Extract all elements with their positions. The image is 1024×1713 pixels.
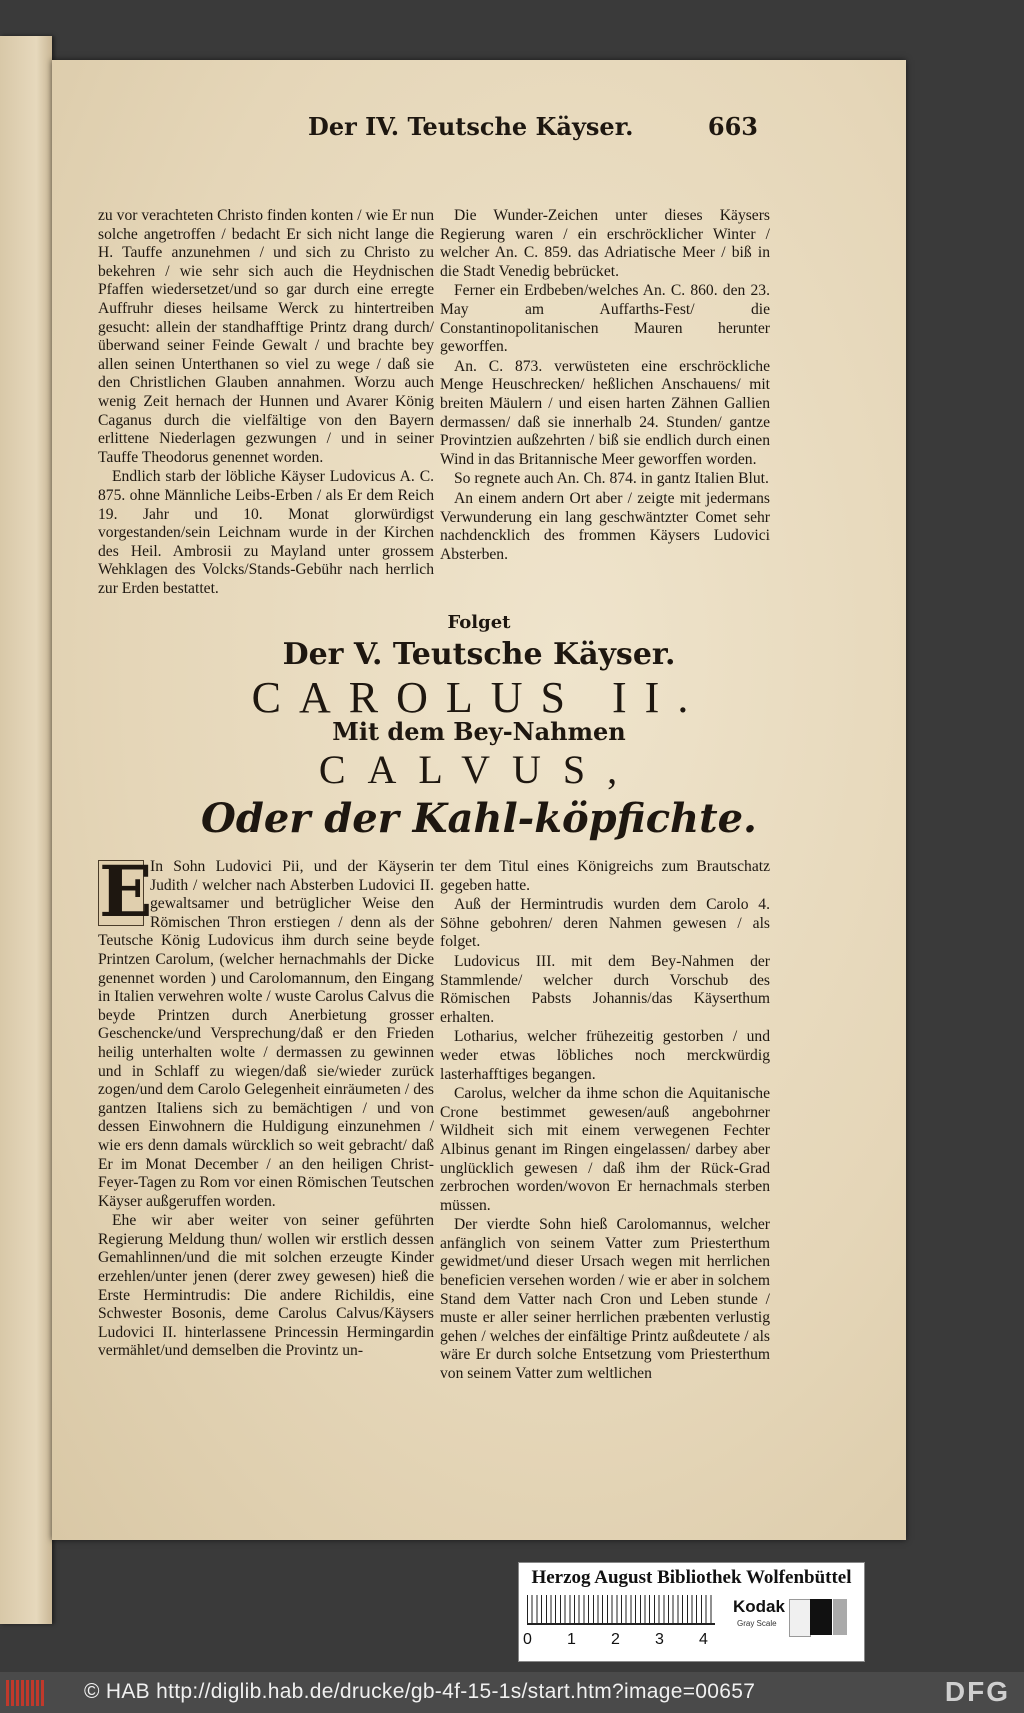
- column-bottom-right: [440, 858, 770, 1385]
- running-head-title: Der IV. Teutsche Käyser.: [308, 112, 634, 141]
- ruler-digit: 1: [567, 1631, 576, 1648]
- paragraph: Lotharius, welcher frühezeitig gestorben / und weder etwas löbliches noch merckwürdig lasterhafftiges begangen.: [440, 1028, 770, 1083]
- gray-swatch: [833, 1599, 847, 1635]
- paragraph: An. C. 873. verwüsteten eine erschröckliche Menge Heuschrecken/ heßlichen Anschauens/ mit breiten Mäulern / und eisen harten Zähnen Gallien dermassen/ daß sie innerhalb 24. Stunden/ gantze Provintzien außzehrten / biß sie endlich durch einen Wind in das Britannische Meer geworffen worden.: [440, 357, 770, 468]
- paragraph: Die Wunder-Zeichen unter dieses Käysers Regierung waren / ein erschröcklicher Winter / welcher An. C. 859. das Adriatische Meer / biß in die Stadt Venedig bebrücket.: [440, 207, 770, 280]
- ruler-digit: 0: [523, 1631, 532, 1648]
- scale-ruler: [527, 1595, 715, 1625]
- viewer-footer: [0, 1672, 1024, 1713]
- paragraph: zu vor verachteten Christo finden konten / wie Er nun solche angetroffen / bedacht Er sich nicht lange die H. Tauffe anzunehmen / und sich zu Christo zu bekehren / wie sehr sich auch die Heydnischen Pfaffen wiedersetzet/und so gar durch eine erregte Auffruhr dieses heilsame Werck zu hintertreiben gesucht: allein der standhafftige Printz drang durch/überwand seiner Feinde Gewalt / und brachte bey allen seinen Unterthanen so viel zu wege / daß sie den Christlichen Glauben annahmen. Worzu auch wenig Zeit hernach der Hunnen und Avarer König Caganus durch die vielfältige von den Bayern erlittene Niederlagen gezwungen / und in seiner Tauffe Theodorus genennet worden.: [98, 207, 434, 466]
- paragraph: Ehe wir aber weiter von seiner geführten Regierung Meldung thun/ wollen wir erstlich dessen Gemahlinnen/und die mit solchen erzeugte Kinder erzehlen/unter jenen (derer zwey gewesen) hieß die Erste Hermintrudis: Die andere Richildis, eine Schwester Bosonis, deme Carolus Calvus/Käysers Ludovici II. hinterlassene Princessin Hermingardin vermählet/und demselben die Provintz un-: [98, 1212, 434, 1360]
- ruler-digit: 3: [655, 1631, 664, 1648]
- gray-scale-label: Gray Scale: [737, 1619, 777, 1628]
- drop-cap: E: [99, 850, 153, 933]
- column-bottom-left: [98, 850, 434, 1362]
- ruler-digits: [523, 1631, 723, 1653]
- black-swatch: [810, 1599, 832, 1635]
- hab-logo-icon: [6, 1680, 46, 1706]
- heading-kaiser: Der V. Teutsche Käyser.: [282, 637, 676, 672]
- facing-page-edge: [0, 36, 52, 1624]
- page-number: 663: [707, 112, 758, 141]
- kodak-logo: Kodak: [733, 1597, 785, 1616]
- paragraph: ter dem Titul eines Königreichs zum Brautschatz gegeben hatte.: [440, 858, 770, 894]
- heading-folget: Folget: [447, 612, 511, 633]
- paragraph: Der vierdte Sohn hieß Carolomannus, welcher anfänglich von seinem Vatter zum Priesterthum gewidmet/und dieser Ursach wegen mit herrlichen beneficien versehen worden / wie er aber in solchem Stand dem Vatter nach Cron und Leben stunde / muste er aller seiner herrlichen præbenten verlustig gehen / welches der einfältige Printz außdeutete / als wäre Er durch solche Entsetzung vom Priesterthum von seinem Vatter zum weltlichen: [440, 1216, 770, 1383]
- heading-beiname: Mit dem Bey-Nahmen: [332, 717, 626, 746]
- source-credit-link[interactable]: © HAB http://diglib.hab.de/drucke/gb-4f-15-1s/start.htm?image=00657: [84, 1680, 756, 1703]
- dfg-logo: DFG: [944, 1676, 1010, 1707]
- ruler-digit: 4: [699, 1631, 708, 1648]
- heading-kahl: Oder der Kahl-köpfichte.: [201, 795, 757, 842]
- paragraph: Carolus, welcher da ihme schon die Aquitanische Crone bestimmet gewesen/auß angebohrner Wildheit sich mit einem verwegenen Fechter Albinus genant im Ringen eingelassen/ darbey aber unglücklich gewesen / daß ihm der Rück-Grad zerbrochen worden/wovon Er hernachmals sterben müssen.: [440, 1085, 770, 1214]
- library-name: Herzog August Bibliothek Wolfenbüttel: [531, 1567, 852, 1588]
- running-head: [308, 112, 758, 146]
- white-swatch: [789, 1599, 811, 1637]
- paragraph: Ferner ein Erdbeben/welches An. C. 860. den 23. May am Auffarths-Fest/ die Constantinopolitanischen Mauren herunter geworffen.: [440, 282, 770, 356]
- paragraph: [98, 850, 434, 1211]
- column-top-right: [440, 207, 770, 565]
- column-top-left: [98, 207, 434, 599]
- paragraph-text: In Sohn Ludovici Pii, und der Käyserin Judith / welcher nach Absterben Ludovici II. gewaltsamer und betrüglicher Weise den Römischen Thron erstiegen / denn als der Teutsche König Ludovicus ihm durch seine beyde Printzen Carolum, (welcher hernachmahls der Dicke genennet worden ) und Carolomannum, den Eingang in Italien verwehren wolte / wuste Carolus Calvus die beyde Printzen durch Anerbietung grosser Geschencke/und Versprechung/daß er den Frieden heilig unterhalten wolte / dermassen zu gewinnen und in Schlaff zu wiegen/daß sie/wieder zurück zogen/und dem Carolo Gelegenheit einräumeten / des gantzen Italiens sich zu bemächtigen / und von dessen Einwohnern die Huldigung einzunehmen / wie ers denn damals würcklich so weit gebracht/ daß Er im Monat December / an den heiligen Christ-Feyer-Tagen zu Rom vor einen Römischen Teutschen Käyser außgeruffen worden.: [98, 858, 434, 1210]
- paragraph: Auß der Hermintrudis wurden dem Carolo 4. Söhne gebohren/ deren Nahmen gewesen / als folget.: [440, 896, 770, 951]
- heading-name: CAROLUS II.: [251, 673, 707, 722]
- paragraph: An einem andern Ort aber / zeigte mit jedermans Verwunderung ein lang geschwäntzter Comet sehr nachdencklich des frommen Käysers Ludovici Absterben.: [440, 489, 770, 563]
- heading-calvus: CALVUS,: [318, 747, 640, 792]
- paragraph: Endlich starb der löbliche Käyser Ludovicus A. C. 875. ohne Männliche Leibs-Erben / als Er dem Reich 19. Jahr und 10. Monat glorwürdigst vorgestanden/sein Leichnam wurde in der Kirchen des Heil. Ambrosii zu Mayland unter grossem Wehklagen des Volcks/Stands-Gebühr nach herrlich zur Erden bestattet.: [98, 468, 434, 597]
- ruler-digit: 2: [611, 1631, 620, 1648]
- paragraph: Ludovicus III. mit dem Bey-Nahmen der Stammlende/ welcher durch Vorschub des Römischen Pabsts Johannis/das Käyserthum erhalten.: [440, 952, 770, 1026]
- color-calibration-bar: [518, 1562, 865, 1662]
- paragraph: So regnete auch An. Ch. 874. in gantz Italien Blut.: [454, 470, 769, 488]
